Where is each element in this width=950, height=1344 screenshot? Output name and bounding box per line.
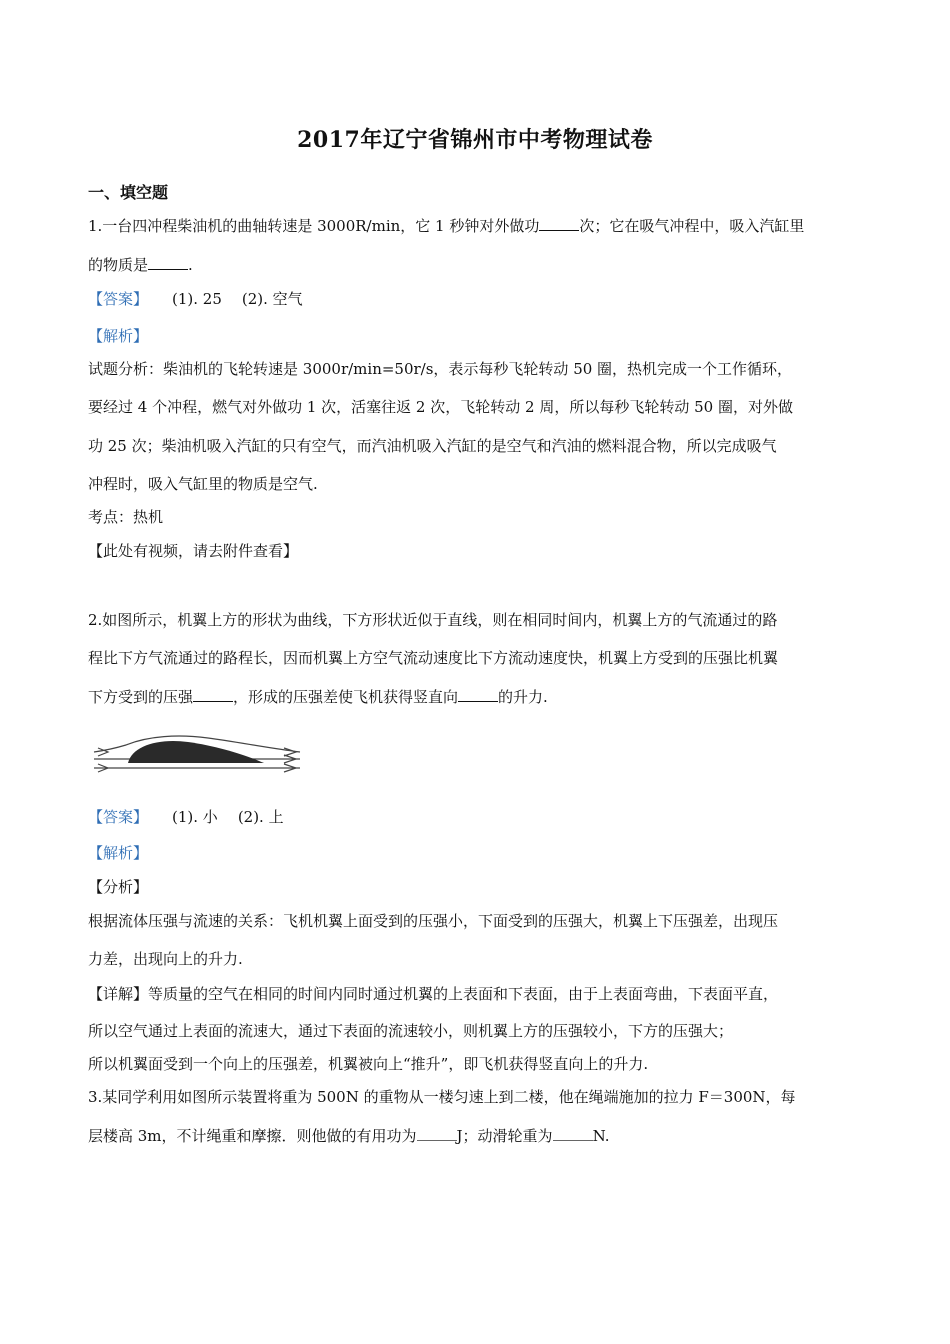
q1-text: 1.一台四冲程柴油机的曲轴转速是 3000R/min，它 1 秒钟对外做功 [88, 217, 540, 235]
q2-detail-line: 所以机翼面受到一个向上的压强差，机翼被向上“推升”，即飞机获得竖直向上的升力. [88, 1055, 649, 1073]
q2-answer-1: (1). 小 [172, 808, 218, 826]
q2-analysis-label: 【解析】 [88, 844, 149, 862]
airfoil-diagram [88, 730, 303, 782]
q2-fenxi-line: 力差，出现向上的升力. [88, 950, 243, 968]
q3-blank-1 [417, 1126, 457, 1141]
q2-fenxi-line: 根据流体压强与流速的关系：飞机机翼上面受到的压强小，下面受到的压强大，机翼上下压强差，出现压 [88, 912, 779, 930]
answer-label: 【答案】 [88, 290, 149, 308]
arrow-icon [284, 748, 296, 756]
q1-text: 次；它在吸气冲程中，吸入汽缸里 [579, 217, 805, 235]
page-title: 2017年辽宁省锦州市中考物理试卷 [297, 127, 653, 153]
q1-analysis-line: 功 25 次；柴油机吸入汽缸的只有空气，而汽油机吸入汽缸的是空气和汽油的燃料混合物，所以完成吸气 [88, 437, 777, 455]
q2-text: 的升力. [498, 688, 548, 706]
q3-text: J；动滑轮重为 [456, 1127, 553, 1145]
q1-kaodian: 考点：热机 [88, 508, 164, 526]
answer-label: 【答案】 [88, 808, 149, 826]
q1-blank-2 [148, 255, 188, 270]
q2-detail-line: 所以空气通过上表面的流速大，通过下表面的流速较小，则机翼上方的压强较小，下方的压强大； [88, 1022, 734, 1040]
q2-fenxi-label: 【分析】 [88, 878, 149, 896]
q1-blank-1 [539, 216, 579, 231]
q1-line-2 [88, 255, 193, 275]
q2-detail-label: 【详解】 [88, 985, 149, 1003]
q2-text: ，形成的压强差使飞机获得竖直向 [233, 688, 459, 706]
section-heading: 一、填空题 [88, 183, 169, 202]
q1-analysis-line: 试题分析：柴油机的飞轮转速是 3000r/min=50r/s，表示每秒飞轮转动 50 圈，热机完成一个工作循环， [88, 360, 793, 378]
q1-analysis-label: 【解析】 [88, 327, 149, 345]
wing-shape [128, 741, 264, 763]
q2-line-2: 程比下方气流通过的路程长，因而机翼上方空气流动速度比下方流动速度快，机翼上方受到的压强比机翼 [88, 649, 779, 667]
q3-blank-2 [553, 1126, 593, 1141]
q2-line-1: 2.如图所示，机翼上方的形状为曲线，下方形状近似于直线，则在相同时间内，机翼上方的气流通过的路 [88, 611, 778, 629]
q3-text: N. [592, 1127, 610, 1145]
q3-line-1: 3.某同学利用如图所示装置将重为 500N 的重物从一楼匀速上到二楼，他在绳端施加的拉力 F＝300N，每 [88, 1088, 796, 1106]
q1-answer-2: (2). 空气 [241, 290, 303, 308]
q2-detail-text: 等质量的空气在相同的时间内同时通过机翼的上表面和下表面，由于上表面弯曲，下表面平直， [148, 985, 779, 1003]
q1-analysis-line: 冲程时，吸入气缸里的物质是空气. [88, 475, 318, 493]
q2-detail-line-1 [88, 984, 778, 1004]
q1-text: . [188, 256, 193, 274]
q2-line-3 [88, 687, 548, 707]
q3-text: 层楼高 3m，不计绳重和摩擦．则他做的有用功为 [88, 1127, 417, 1145]
arrow-icon [98, 748, 108, 756]
q1-video-note: 【此处有视频，请去附件查看】 [88, 542, 299, 560]
q1-line-1 [88, 216, 804, 236]
q1-answer [88, 289, 303, 309]
q2-blank-2 [458, 687, 498, 702]
q3-line-2 [88, 1126, 610, 1146]
q2-answer-2: (2). 上 [237, 808, 284, 826]
q1-text: 的物质是 [88, 256, 149, 274]
q1-answer-1: (1). 25 [172, 290, 222, 308]
q2-blank-1 [193, 687, 233, 702]
q2-text: 下方受到的压强 [88, 688, 194, 706]
q2-answer [88, 807, 284, 827]
q1-analysis-line: 要经过 4 个冲程，燃气对外做功 1 次，活塞往返 2 次，飞轮转动 2 周，所以每秒飞轮转动 50 圈，对外做 [88, 398, 793, 416]
